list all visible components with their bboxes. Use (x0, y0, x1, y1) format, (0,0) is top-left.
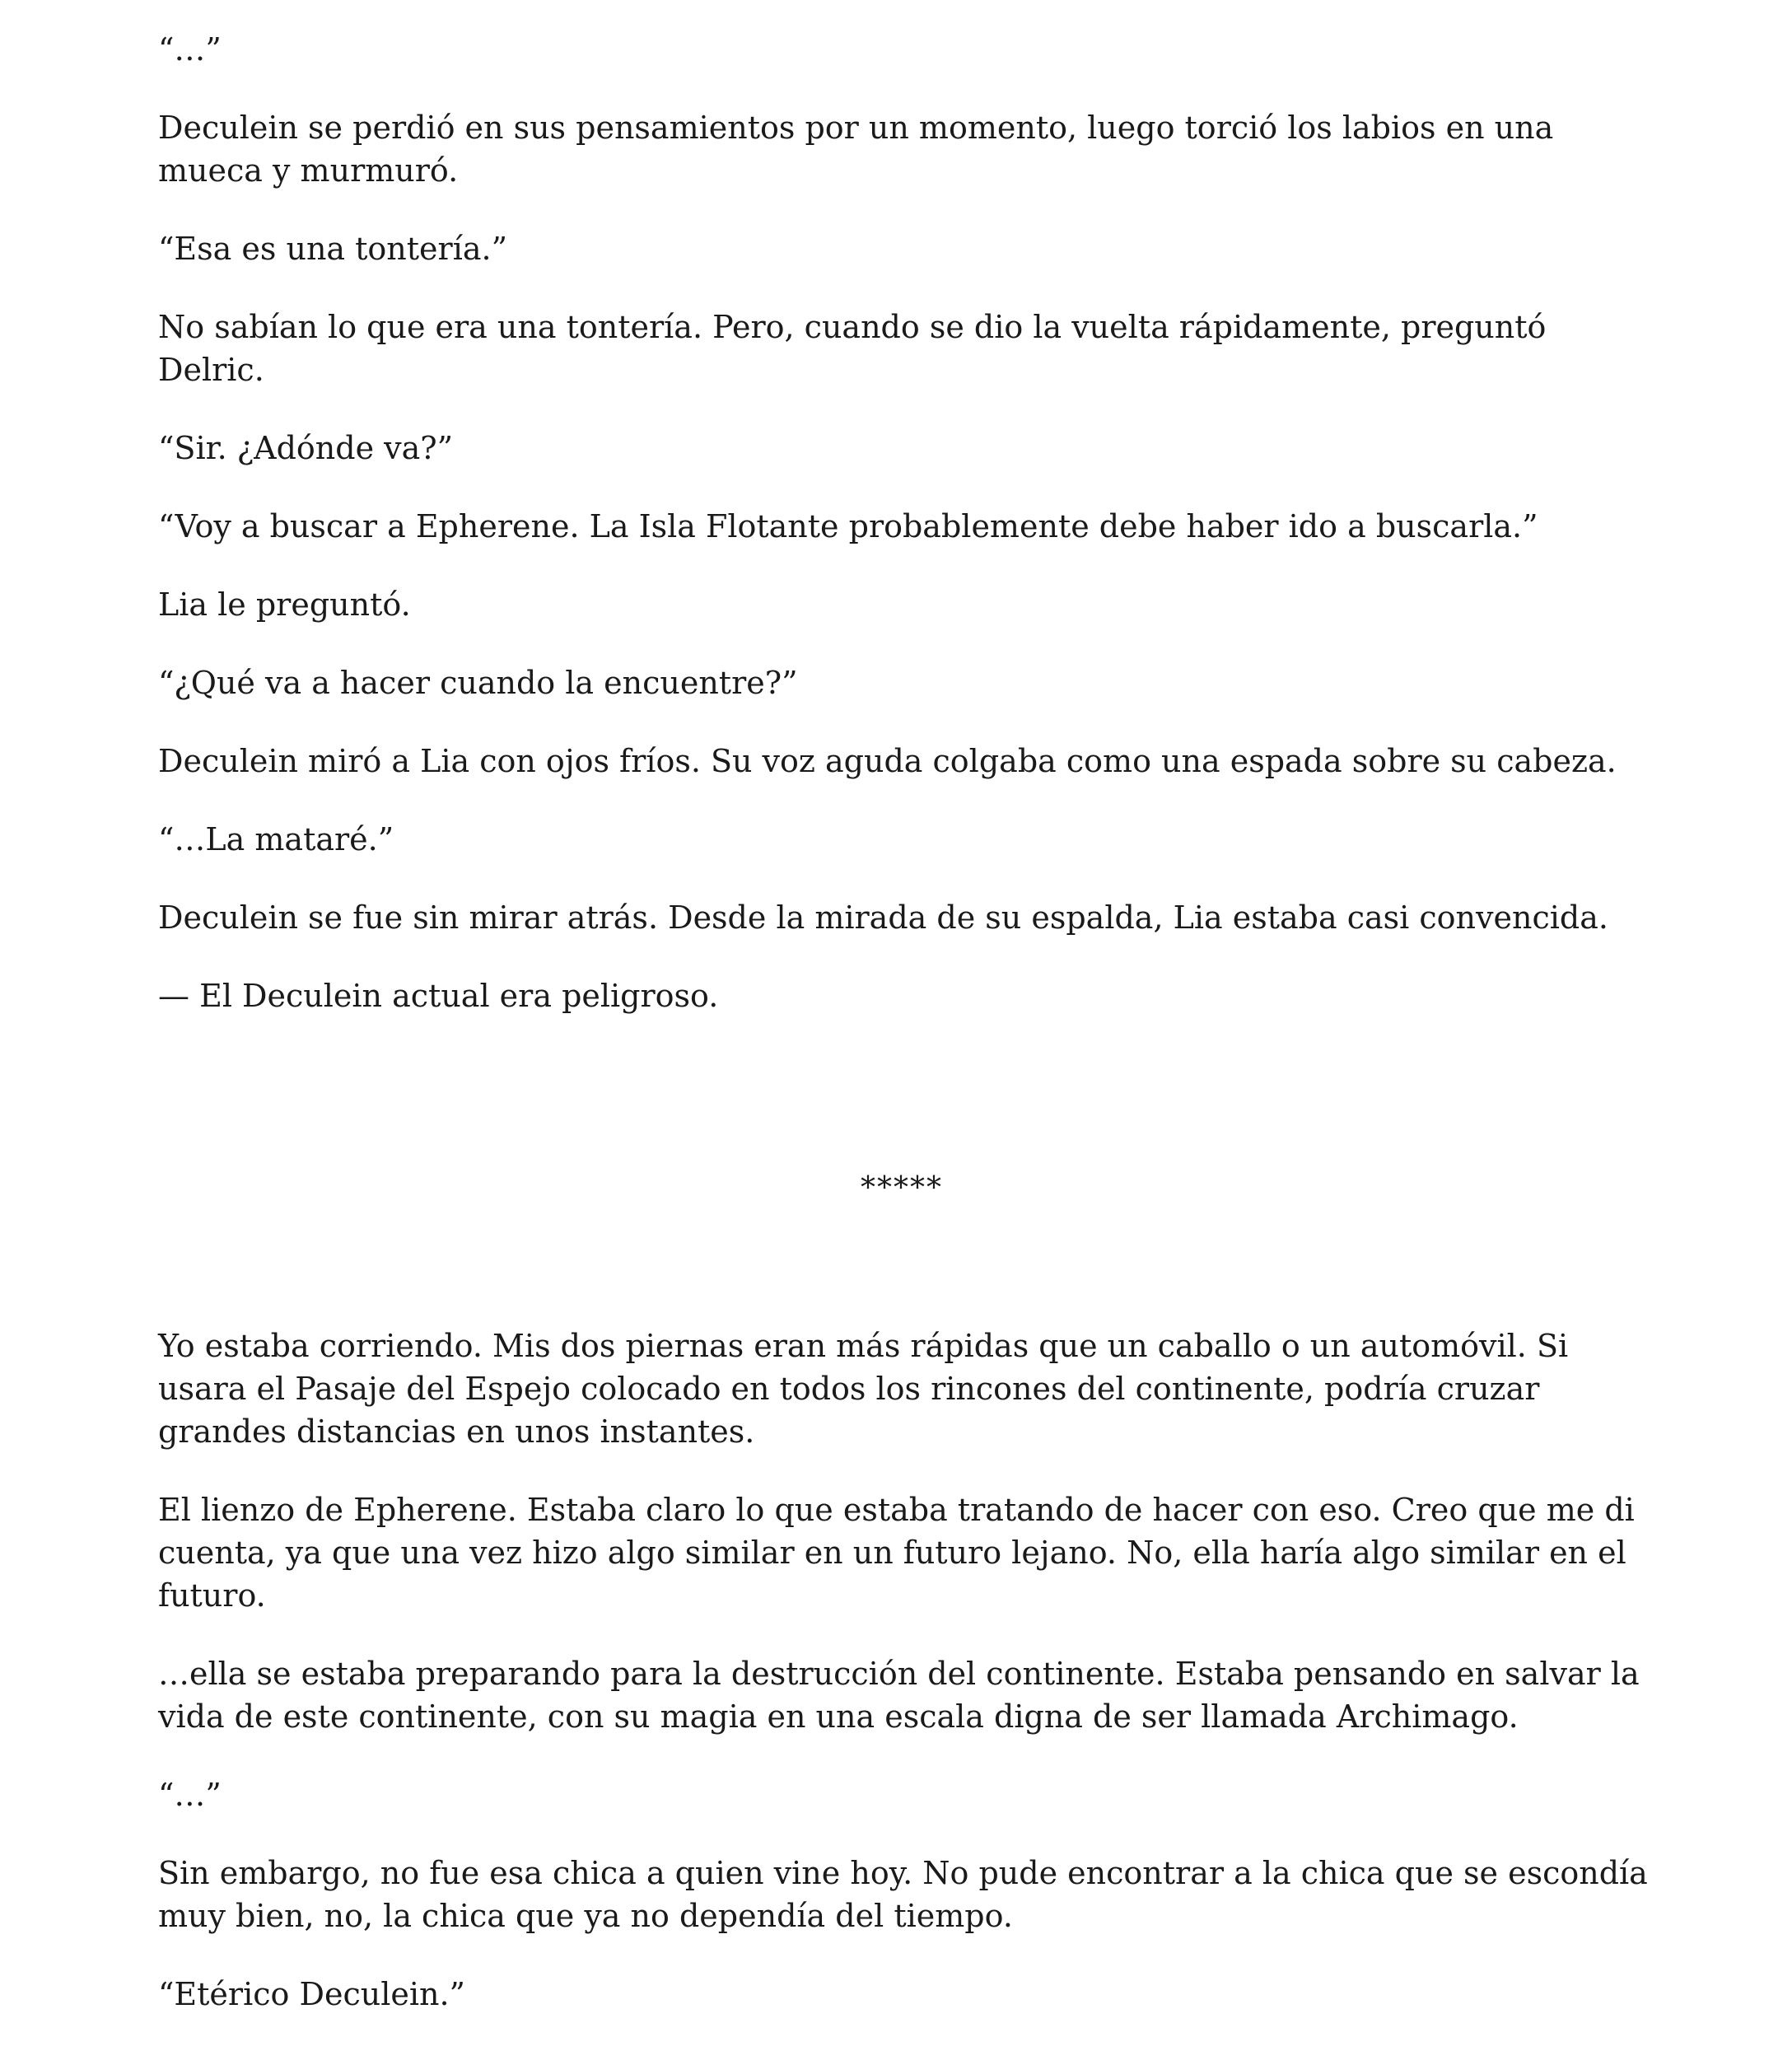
paragraph: Yo estaba corriendo. Mis dos piernas eran más rápidas que un caballo o un automóvil. Si usara el Pasaje del Espejo colocado en todos los rincones del continente, podría cruzar grandes distancias en unos instantes. (158, 1328, 1569, 1450)
paragraph: Deculein miró a Lia con ojos fríos. Su voz aguda colgaba como una espada sobre su cabeza. (158, 743, 1617, 779)
paragraph: “Etérico Deculein.” (158, 1976, 465, 2012)
paragraph: “Esa es una tontería.” (158, 231, 508, 267)
paragraph: Deculein se fue sin mirar atrás. Desde la mirada de su espalda, Lia estaba casi convencida. (158, 899, 1608, 936)
paragraph: El lienzo de Epherene. Estaba claro lo que estaba tratando de hacer con eso. Creo que me di cuenta, ya que una vez hizo algo similar en un futuro lejano. No, ella haría algo similar en el futuro. (158, 1492, 1635, 1614)
paragraph: “…La mataré.” (158, 821, 394, 857)
paragraph: Lia le preguntó. (158, 586, 411, 623)
paragraph: “Voy a buscar a Epherene. La Isla Flotante probablemente debe haber ido a buscarla.” (158, 508, 1538, 544)
scene-break: ***** (861, 1171, 943, 1205)
paragraph: Sin embargo, no fue esa chica a quien vine hoy. No pude encontrar a la chica que se escondía muy bien, no, la chica que ya no dependía del tiempo. (158, 1855, 1648, 1934)
paragraph: “Sir. ¿Adónde va?” (158, 430, 454, 466)
paragraph: …ella se estaba preparando para la destrucción del continente. Estaba pensando en salvar la vida de este continente, con su magia en una escala digna de ser llamada Archimago. (158, 1656, 1640, 1735)
document-page (158, 28, 1657, 2051)
paragraph: No sabían lo que era una tontería. Pero, cuando se dio la vuelta rápidamente, preguntó Delric. (158, 309, 1547, 388)
paragraph: “¿Qué va a hacer cuando la encuentre?” (158, 665, 798, 701)
paragraph: “…” (158, 1777, 222, 1813)
paragraph: — El Deculein actual era peligroso. (158, 978, 719, 1014)
paragraph: “…” (158, 31, 222, 68)
paragraph: Deculein se perdió en sus pensamientos por un momento, luego torció los labios en una mueca y murmuró. (158, 110, 1554, 189)
scene-break-block (158, 1053, 1657, 1325)
